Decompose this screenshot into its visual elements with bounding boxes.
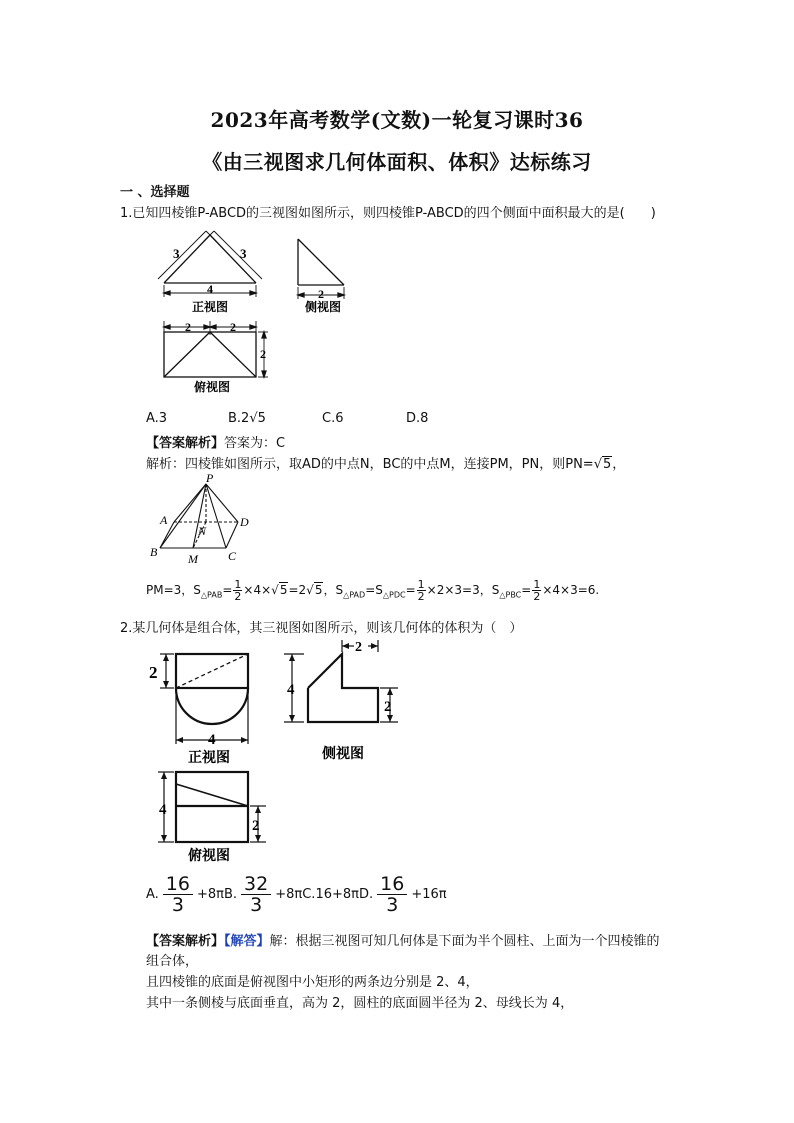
q1-front-width: 4 (207, 282, 213, 296)
q2-analysis-line-2: 组合体， (146, 954, 199, 969)
pyramid-label-d: D (240, 515, 249, 529)
q2-side-view (284, 640, 398, 722)
q2-analysis-line-1: 【答案解析】【解答】解：根据三视图可知几何体是下面为半个圆柱、上面为一个四棱锥的 (146, 934, 660, 949)
q2-option-c[interactable]: C.16+8π (302, 887, 359, 902)
q1-top-view (164, 321, 268, 377)
pyramid-label-p: P (206, 472, 214, 485)
q2-top-view (158, 772, 266, 842)
section-heading: 一 、选择题 (120, 185, 190, 200)
q2-front-caption: 正视图 (188, 751, 230, 766)
q1-side-caption: 侧视图 (305, 300, 342, 314)
q2-front-height: 2 (149, 663, 158, 682)
q2-option-b[interactable]: B. $\frac{32}{3}$ +8π (223, 873, 303, 916)
page-subtitle: 《由三视图求几何体面积、体积》达标练习 (202, 150, 592, 174)
q2-side-caption: 侧视图 (322, 747, 364, 762)
analysis-root: 5 (603, 457, 612, 472)
analysis-text: 解析：四棱锥如图所示，取AD的中点N，BC的中点M，连接PM，PN，则PN= (146, 457, 594, 472)
pyramid-label-b: B (150, 545, 158, 559)
q1-option-a[interactable]: A.3 (146, 411, 168, 426)
q1-option-d[interactable]: D.8 (406, 411, 429, 426)
q1-three-view-figure (150, 225, 360, 395)
q1-side-width: 2 (318, 287, 324, 301)
q1-front-caption: 正视图 (192, 300, 229, 314)
question-1-stem: 1.已知四棱锥P-ABCD的三视图如图所示，则四棱锥P-ABCD的四个侧面中面积最大的是( ) (120, 206, 656, 221)
q2-option-a[interactable]: A. $\frac{16}{3}$ +8π (146, 873, 224, 916)
answer-text: 答案为：C (224, 436, 286, 451)
q1-front-left-edge: 3 (173, 246, 180, 261)
q2-side-small-height: 2 (384, 699, 392, 715)
q1-top-height: 2 (260, 347, 266, 361)
q2-front-view (160, 654, 248, 744)
q1-pyramid-figure (146, 472, 266, 568)
q2-analysis-line-3: 且四棱锥的底面是俯视图中小矩形的两条边分别是 2、4， (146, 975, 479, 990)
q1-top-right-half: 2 (230, 320, 236, 334)
q1-answer (146, 432, 285, 451)
q2-side-height: 4 (287, 682, 295, 698)
q1-option-b[interactable]: B.2√5 (228, 411, 266, 426)
pyramid-label-m: M (188, 552, 198, 566)
q1-formula-line: PM=3，$S_{\triangle PAB}=$ $\frac{1}{2}$ ×4×√5=2√5，$S_{\triangle PAD}=S_{\triangle PDC}=$ $\frac{1}{2}$ ×2×3=3，$S_{\triangle PBC}=$ $\frac{1}{2}$ ×4×3=6. (146, 578, 600, 603)
q2-options-line (146, 874, 447, 915)
q1-top-caption: 俯视图 (194, 380, 231, 394)
q2-three-view-figure (146, 636, 406, 868)
q2-analysis-line-4: 其中一条侧棱与底面垂直，高为 2，圆柱的底面圆半径为 2、母线长为 4， (146, 996, 574, 1011)
q1-top-left-half: 2 (185, 320, 191, 334)
page-title: 2023年高考数学(文数)一轮复习课时36 (210, 108, 584, 132)
q2-front-width: 4 (208, 732, 216, 748)
pyramid-label-n: N (198, 524, 207, 538)
q2-option-d[interactable]: D. $\frac{16}{3}$ +16π (358, 873, 447, 916)
q2-top-caption: 俯视图 (188, 849, 230, 864)
q2-top-height: 4 (159, 802, 167, 818)
q2-side-top-width: 2 (355, 640, 362, 655)
pyramid-label-c: C (228, 549, 237, 563)
q1-front-right-edge: 3 (240, 246, 247, 261)
answer-tag: 【答案解析】 (146, 436, 225, 451)
q1-analysis-line: 解析：四棱锥如图所示，取AD的中点N，BC的中点M，连接PM，PN，则PN=√5， (146, 457, 626, 472)
q2-top-small-height: 2 (252, 818, 260, 834)
question-2-stem: 2.某几何体是组合体，其三视图如图所示，则该几何体的体积为（ ） (120, 621, 523, 636)
q1-option-c[interactable]: C.6 (322, 411, 344, 426)
pyramid-label-a: A (160, 513, 168, 527)
